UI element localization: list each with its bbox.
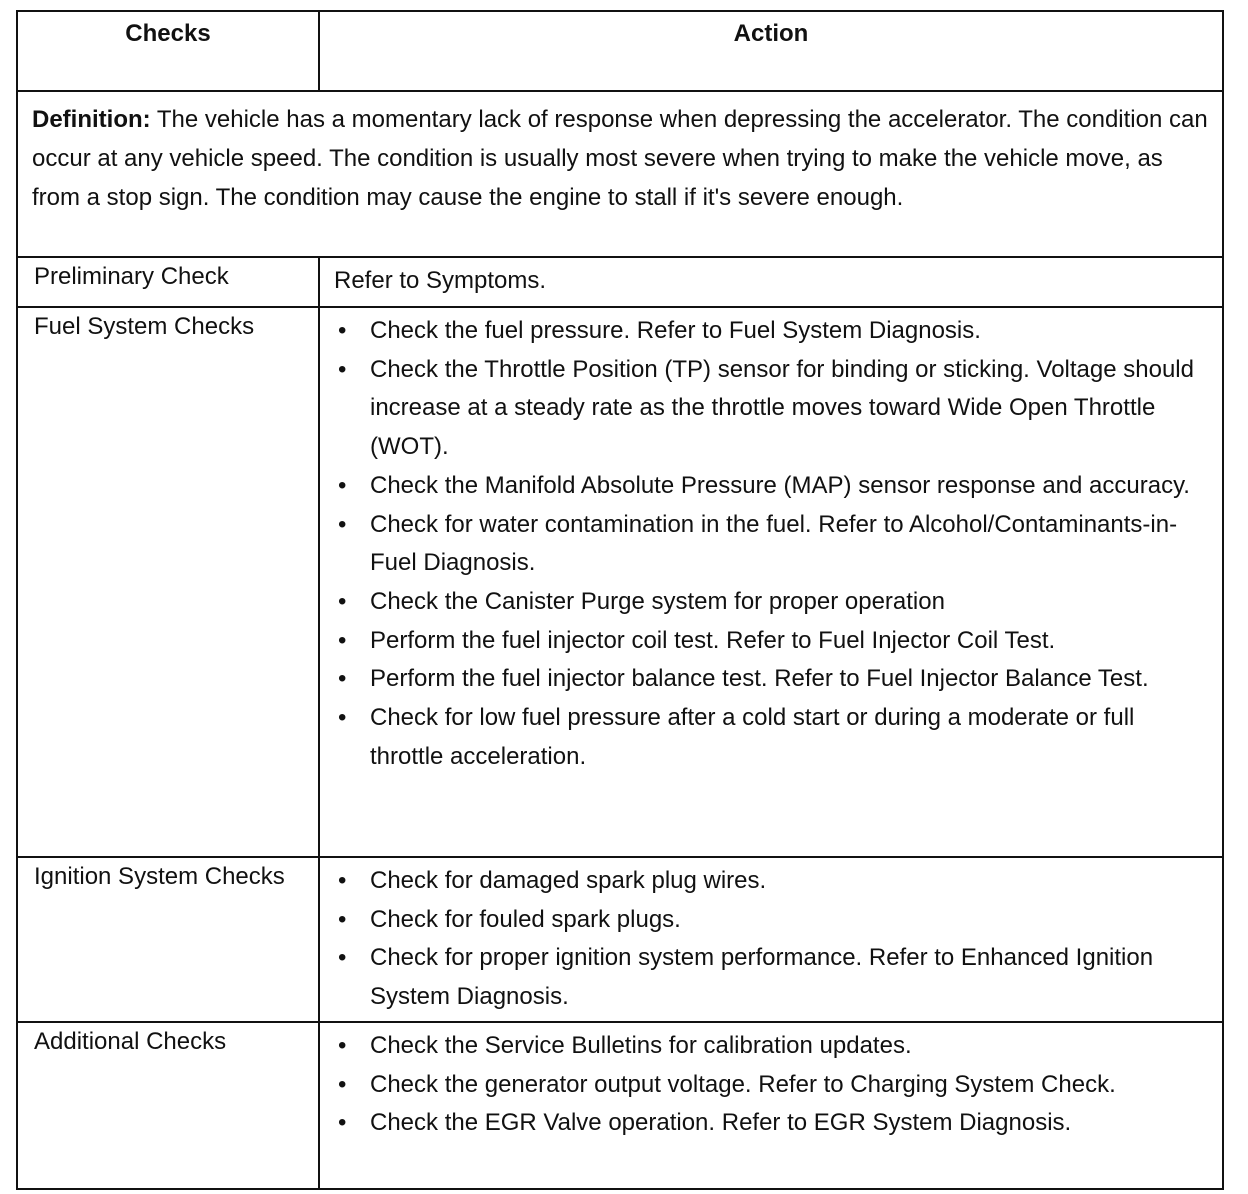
action-text: Check the Canister Purge system for proper operation bbox=[370, 587, 945, 615]
bullet-icon: • bbox=[338, 665, 347, 693]
bullet-icon: • bbox=[338, 1070, 347, 1098]
check-label: Preliminary Check bbox=[17, 257, 319, 307]
action-text: Check the Throttle Position (TP) sensor for binding or sticking. Voltage should increase at a steady rate as the throttle moves toward Wide Open Throttle (WOT). bbox=[370, 355, 1194, 461]
action-text: Check for damaged spark plug wires. bbox=[370, 867, 767, 894]
check-label: Additional Checks bbox=[17, 1022, 319, 1189]
bullet-icon: • bbox=[338, 1032, 347, 1059]
bullet-icon: • bbox=[338, 317, 347, 344]
bullet-icon: • bbox=[338, 355, 347, 383]
bullet-icon: • bbox=[338, 944, 347, 972]
header-checks: Checks bbox=[17, 11, 319, 91]
action-text: Check for proper ignition system performance. Refer to Enhanced Ignition System Diagnosis. bbox=[370, 944, 1154, 1011]
header-row bbox=[17, 11, 1223, 91]
check-label: Ignition System Checks bbox=[17, 857, 319, 1022]
bullet-icon: • bbox=[338, 704, 347, 732]
bullet-icon: • bbox=[338, 510, 347, 538]
action-text: Perform the fuel injector coil test. Refer to Fuel Injector Coil Test. bbox=[370, 626, 1056, 654]
definition-row bbox=[17, 91, 1223, 257]
list-item bbox=[332, 1027, 1208, 1066]
diagnostic-table bbox=[16, 10, 1224, 1190]
list-item bbox=[332, 1104, 1208, 1143]
action-text: Refer to Symptoms. bbox=[319, 257, 1223, 307]
action-text: Check the EGR Valve operation. Refer to EGR System Diagnosis. bbox=[370, 1109, 1072, 1137]
bullet-icon: • bbox=[338, 471, 347, 499]
table-row bbox=[17, 857, 1223, 1022]
bullet-icon: • bbox=[338, 867, 347, 894]
list-item bbox=[332, 1066, 1208, 1105]
list-item bbox=[332, 699, 1208, 776]
header-action: Action bbox=[319, 11, 1223, 91]
action-text: Check for low fuel pressure after a cold start or during a moderate or full throttle acceleration. bbox=[370, 704, 1135, 770]
table-row bbox=[17, 257, 1223, 307]
document-page bbox=[16, 10, 1222, 1190]
list-item bbox=[332, 939, 1208, 1016]
action-list bbox=[332, 1027, 1208, 1143]
list-item bbox=[332, 351, 1208, 467]
bullet-icon: • bbox=[338, 626, 347, 654]
list-item bbox=[332, 506, 1208, 583]
list-item bbox=[332, 583, 1208, 622]
action-cell bbox=[319, 857, 1223, 1022]
action-text: Check the Service Bulletins for calibration updates. bbox=[370, 1032, 912, 1059]
list-item bbox=[332, 862, 1208, 901]
check-label: Fuel System Checks bbox=[17, 307, 319, 857]
bullet-icon: • bbox=[338, 905, 347, 933]
action-cell bbox=[319, 1022, 1223, 1189]
action-text: Check for fouled spark plugs. bbox=[370, 905, 681, 933]
action-text: Check the fuel pressure. Refer to Fuel System Diagnosis. bbox=[370, 317, 981, 344]
list-item bbox=[332, 901, 1208, 940]
table-row bbox=[17, 1022, 1223, 1189]
action-list bbox=[332, 312, 1208, 776]
bullet-icon: • bbox=[338, 1109, 347, 1137]
list-item bbox=[332, 312, 1208, 351]
list-item bbox=[332, 622, 1208, 661]
definition-label: Definition: bbox=[32, 106, 151, 133]
definition-text: The vehicle has a momentary lack of response when depressing the accelerator. The condition can occur at any vehicle speed. The condition is usually most severe when trying to make the vehicle move, as from a stop sign. The condition may cause the engine to stall if it's severe enough. bbox=[32, 106, 1208, 211]
action-text: Check the Manifold Absolute Pressure (MAP) sensor response and accuracy. bbox=[370, 471, 1190, 499]
action-text: Perform the fuel injector balance test. Refer to Fuel Injector Balance Test. bbox=[370, 665, 1149, 693]
action-text: Check the generator output voltage. Refer to Charging System Check. bbox=[370, 1070, 1116, 1098]
list-item bbox=[332, 467, 1208, 506]
action-list bbox=[332, 862, 1208, 1017]
action-text: Check for water contamination in the fuel. Refer to Alcohol/Contaminants-in-Fuel Diagnosis. bbox=[370, 510, 1178, 577]
list-item bbox=[332, 660, 1208, 699]
action-cell bbox=[319, 307, 1223, 857]
bullet-icon: • bbox=[338, 587, 347, 615]
definition-cell bbox=[17, 91, 1223, 257]
table-row bbox=[17, 307, 1223, 857]
